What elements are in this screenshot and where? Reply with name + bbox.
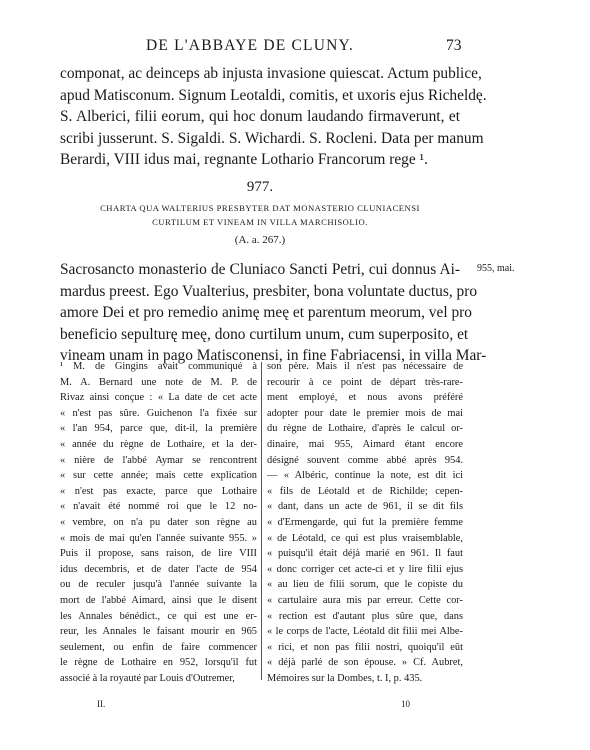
charter-text [60, 259, 487, 367]
footnote-line: reur, les Annales le faisant mourir en 965 [60, 626, 257, 638]
text-line: Berardi, VIII idus mai, regnante Lothario Francorum rege ¹. [60, 151, 429, 168]
footnote-line: « rection est d'autant plus sûre que, dans [267, 610, 463, 622]
footnote-line: associé à la royauté par Louis d'Outremer, [60, 672, 235, 684]
footnote-line: « dant, dans un acte de 961, il se dit fils [267, 501, 463, 513]
footnote-line: « d'Ermengarde, qui fut la première femme [267, 516, 463, 528]
footnote-line: « de Léotald, ce qui est plus vraisemblable, [267, 532, 463, 544]
text-line: vineam unam in pago Matisconensi, in fine Fabriacensi, in villa Mar- [60, 347, 487, 364]
footnote-column-left [60, 359, 257, 686]
footnote-line: « puisqu'il était déjà marié en 961. Il faut [267, 548, 463, 560]
charter-rubric: CHARTA QUA WALTERIUS PRESBYTER DAT MONASTERIO CLUNIACENSI [100, 203, 420, 213]
text-line: Sacrosancto monasterio de Cluniaco Sancti Petri, cui donnus Ai- [60, 261, 460, 278]
footnote-line: « au lieu de filii sorum, que le copiste du [267, 579, 463, 591]
footnote-line: « l'an 954, parce que, dit-il, la première [60, 423, 257, 435]
footnote-line: « n'est pas exacte, parce que Lothaire [60, 485, 257, 497]
footnote-line: Rivaz ainsi conçue : « La date de cet acte [60, 392, 257, 404]
footnote-line: Mémoires sur la Dombes, t. I, p. 435. [267, 672, 423, 684]
footnote-line: idus decembris, et de dater l'acte de 954 [60, 563, 257, 575]
footnote-line: « rici, et non pas filii nostri, quoiqu'il eût [267, 641, 463, 653]
footnote-line: « donc corriger cet acte-ci et y lire filii ejus [267, 563, 463, 575]
text-line: amore Dei et pro remedio animę meę et parentum meorum, vel pro [60, 304, 472, 321]
footnote-line: « le corps de l'acte, Léotald dit filii mei Albe- [267, 626, 463, 638]
footnote-line: ¹ M. de Gingins avait communiqué à [60, 361, 257, 372]
footnote-line: désigné souvent comme abbé après 954. [267, 454, 463, 466]
text-line: mardus preest. Ego Vualterius, presbiter, bona voluntate ductus, pro [60, 282, 478, 300]
text-line: S. Alberici, filii eorum, qui hoc donum laudando firmaverunt, et [60, 108, 460, 125]
footnote-line: les Annales bénédict., ce qui est une er- [60, 610, 257, 622]
footnote-line: ment employé, et nous avons préféré [267, 392, 463, 404]
footnote-line: M. A. Bernard une note de M. P. de [60, 376, 257, 388]
footnote-line: « cartulaire aura mis par erreur. Cette cor- [267, 594, 463, 606]
column-divider [261, 362, 262, 680]
footnote-line: — « Albéric, continue la note, est dit ici [267, 470, 463, 482]
footnote-line: « n'est pas sûre. Guichenon l'a fixée sur [60, 407, 257, 419]
footnote-line: ou de reculer jusqu'à l'année suivante la [60, 579, 257, 591]
footnote-line: « nière de l'abbé Aymar se rencontrent [60, 454, 257, 466]
signature-mark: II. [97, 699, 106, 709]
charter-date: (A. a. 267.) [234, 234, 286, 246]
footnote-line: « vembre, on n'a pu dater son règne au [60, 516, 257, 528]
footnote-line: le règne de Lothaire en 952, lorsqu'il fut [60, 657, 257, 669]
footnote-line: son père. Mais il n'est pas nécessaire de [267, 361, 463, 372]
text-line: beneficio sepulturę meę, dono curtilum unum, cum superposito, et [60, 325, 469, 343]
signature-mark: 10 [401, 699, 410, 709]
footnote-column-right [267, 359, 463, 686]
footnote-line: adopter pour date le premier mois de mai [267, 407, 463, 419]
text-line: scribi jusserunt. S. Sigaldi. S. Wichardi. S. Rocleni. Data per manum [60, 129, 484, 147]
footnote-line: « sur cette année; mais cette explication [60, 470, 257, 482]
margin-date: 955, mai. [477, 263, 515, 274]
footnote-line: « année du règne de Lothaire, et la der- [60, 438, 257, 450]
footnote-line: « mois de mai qu'en l'année suivante 955. » [60, 532, 257, 544]
running-title: DE L'ABBAYE DE CLUNY. [146, 37, 354, 54]
charter-rubric: CURTILUM ET VINEAM IN VILLA MARCHISOLIO. [152, 217, 368, 227]
footnote-line: Puis il propose, sans raison, de lire VIII [60, 548, 257, 560]
text-line: apud Matisconum. Signum Leotaldi, comitis, et uxoris ejus Richeldę. [60, 86, 487, 104]
footnote-line: du règne de Lothaire, d'après le calcul or- [267, 423, 463, 435]
footnote-line: dinaire, mai 955, Aimard étant encore [267, 438, 463, 450]
footnote-line: mort de l'abbé Aimard, ainsi que le disent [60, 594, 257, 606]
footnote-line: recourir à ce point de départ très-rare- [267, 376, 463, 388]
footnote-line: « déjà parlé de son épouse. » Cf. Aubret, [267, 657, 463, 669]
footnote-line: « n'avait été nommé roi que le 12 no- [60, 501, 257, 513]
footnote-line: seulement, ou enfin de faire commencer [60, 641, 257, 653]
running-header [0, 37, 590, 57]
charter-number: 977. [246, 179, 274, 195]
footnote-line: « fils de Léotald et de Richilde; cepen- [267, 485, 463, 497]
continued-charter-text [60, 63, 487, 171]
page-number: 73 [446, 37, 462, 54]
text-line: componat, ac deinceps ab injusta invasione quiescat. Actum publice, [60, 65, 482, 82]
